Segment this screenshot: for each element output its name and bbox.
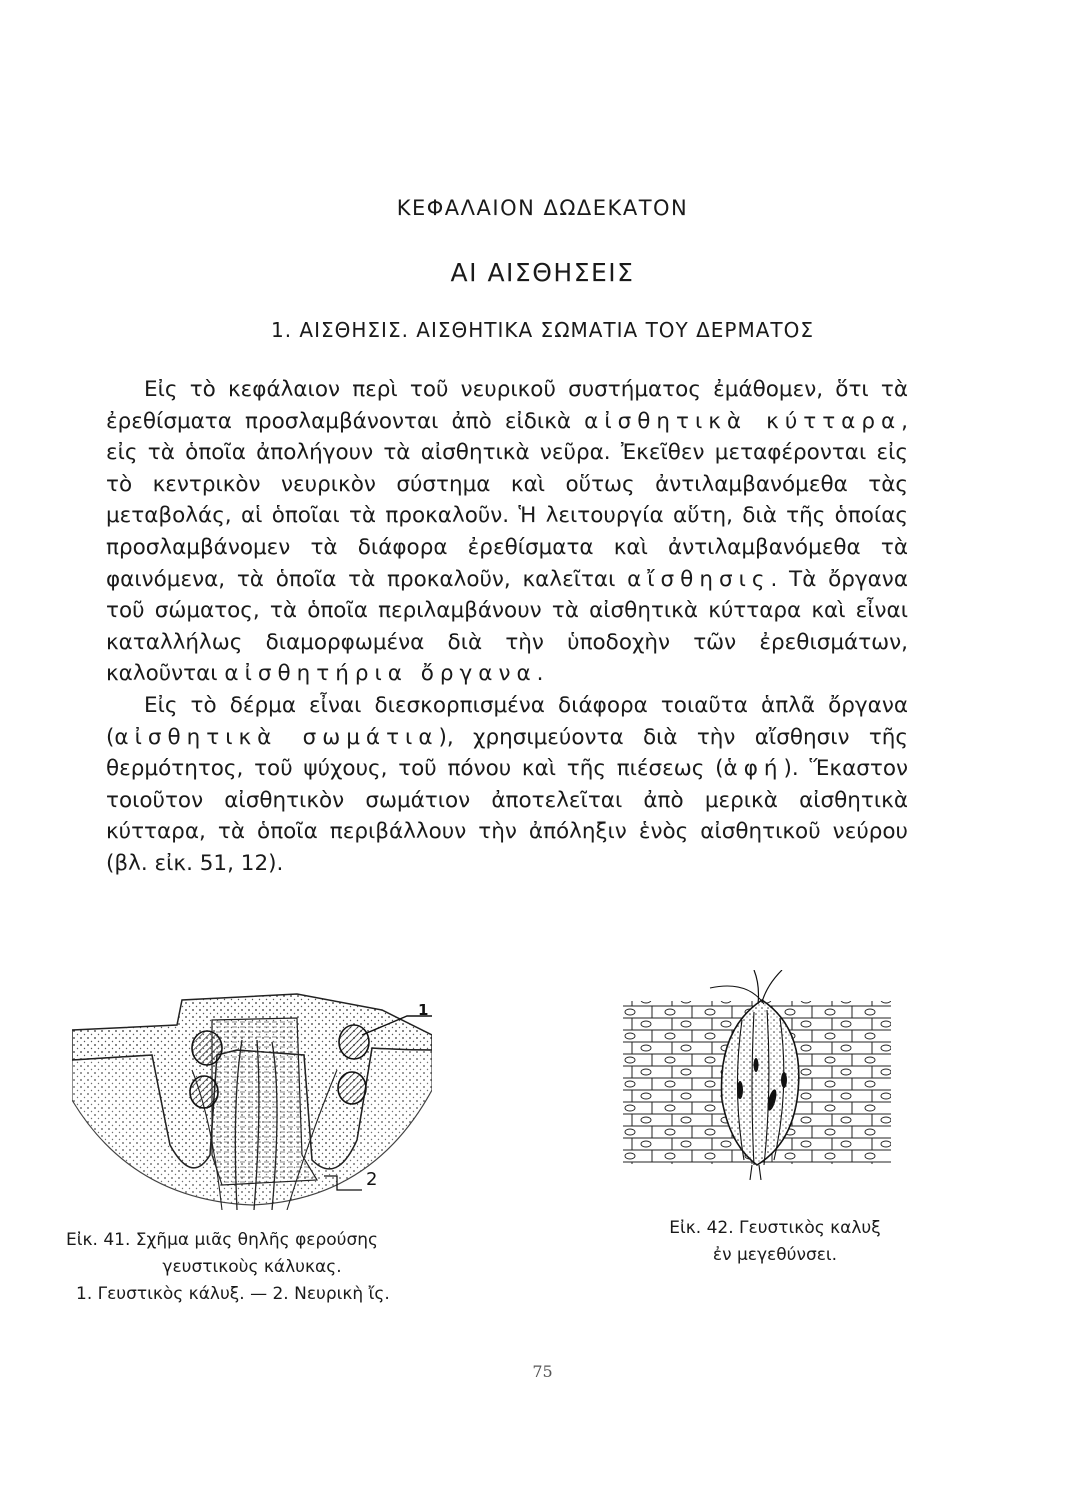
paragraph-1-part-g: .	[536, 661, 544, 687]
figure-41-caption-line-2: γευστικοὺς κάλυκας.	[162, 1257, 342, 1277]
paragraph-2-part-a: Εἰς τὸ δέρμα εἶναι διεσκορπισμένα διάφορα τοιαῦτα ἁπλᾶ ὄργανα (	[106, 692, 908, 750]
paragraph-1-part-a: Εἰς τὸ κεφάλαιον περὶ τοῦ νευρικοῦ συστήματος ἐμάθομεν, ὅτι τὰ ἐρεθίσματα προσλαμβάνονται ἀπὸ εἰδικὰ	[106, 377, 908, 434]
spaced-term-sense-organs: αἰσθητήρια ὄργανα	[224, 661, 537, 687]
spaced-term-sensory-cells: αἰσθητικὰ κύτταρα	[584, 408, 902, 434]
figure-42-illustration	[622, 970, 892, 1180]
figure-42-caption-line-1: Εἰκ. 42. Γευστικὸς καλυξ	[669, 1218, 881, 1238]
figure-41-caption-line-1: Εἰκ. 41. Σχῆμα μιᾶς θηλῆς φερούσης	[66, 1230, 379, 1250]
page-number: 75	[532, 1362, 553, 1381]
figure-42-caption	[640, 1215, 910, 1269]
paragraph-1-part-e: . Τὰ ὄργανα τοῦ σώματος, τὰ ὁποῖα περιλαμβάνουν τὰ αἰσθητικὰ κύτταρα καὶ εἶναι καταλλήλως διαμορφωμένα διὰ τὴν ὑποδοχὴν τῶν ἐρεθισμάτων, καλοῦνται	[106, 566, 908, 687]
section-heading: 1. ΑΙΣΘΗΣΙΣ. ΑΙΣΘΗΤΙΚΑ ΣΩΜΑΤΙΑ ΤΟΥ ΔΕΡΜΑΤΟΣ	[270, 318, 815, 342]
paragraph-1-part-c: , εἰς τὰ ὁποῖα ἀπολήγουν τὰ αἰσθητικὰ νεῦρα. Ἐκεῖθεν μεταφέρονται εἰς τὸ κεντρικὸν νευρικὸν σύστημα καὶ οὕτως ἀντιλαμβανόμεθα τὰς μεταβολάς, αἱ ὁποῖαι τὰ προκαλοῦν. Ἡ λειτουργία αὕτη, διὰ τῆς ὁποίας προσλαμβάνομεν τὰ διάφορα ἐρεθίσματα καὶ ἀντιλαμβανόμεθα τὰ φαινόμενα, τὰ ὁποῖα τὰ προκαλοῦν, καλεῖται	[106, 408, 908, 592]
figure-41-label-2: 2	[366, 1169, 378, 1190]
figure-42-caption-line-2: ἐν μεγεθύνσει.	[712, 1245, 838, 1265]
figure-41-label-1: 1	[418, 1001, 429, 1019]
paragraph-1	[106, 374, 908, 690]
figure-41-caption-line-3: 1. Γευστικὸς κάλυξ. — 2. Νευρικὴ ἴς.	[76, 1284, 390, 1304]
body-text	[106, 374, 908, 880]
paragraph-2-part-e: ). Ἕκαστον τοιοῦτον αἰσθητικὸν σωμάτιον ἀποτελεῖται ἀπὸ μερικὰ αἰσθητικὰ κύτταρα, τὰ ὁποῖα περιβάλλουν τὴν ἀπόληξιν ἑνὸς αἰσθητικοῦ νεύρου (βλ. εἰκ. 51, 12).	[106, 756, 908, 876]
spaced-term-sensory-corpuscles: αἰσθητικὰ σωμάτια	[114, 724, 439, 750]
chapter-heading: ΚΕΦΑΛΑΙΟΝ ΔΩΔΕΚΑΤΟΝ	[396, 196, 689, 220]
figure-41-caption	[62, 1227, 462, 1308]
spaced-term-sensation: αἴσθησις	[627, 566, 771, 592]
chapter-title: ΑΙ ΑΙΣΘΗΣΕΙΣ	[450, 258, 635, 287]
paragraph-2-part-c: ), χρησιμεύοντα διὰ τὴν αἴσθησιν τῆς θερμότητος, τοῦ ψύχους, τοῦ πόνου καὶ τῆς πιέσεως (	[106, 724, 909, 782]
spaced-term-touch: ἁφή	[723, 756, 784, 782]
figure-41-illustration	[72, 980, 432, 1210]
paragraph-2	[106, 690, 908, 880]
